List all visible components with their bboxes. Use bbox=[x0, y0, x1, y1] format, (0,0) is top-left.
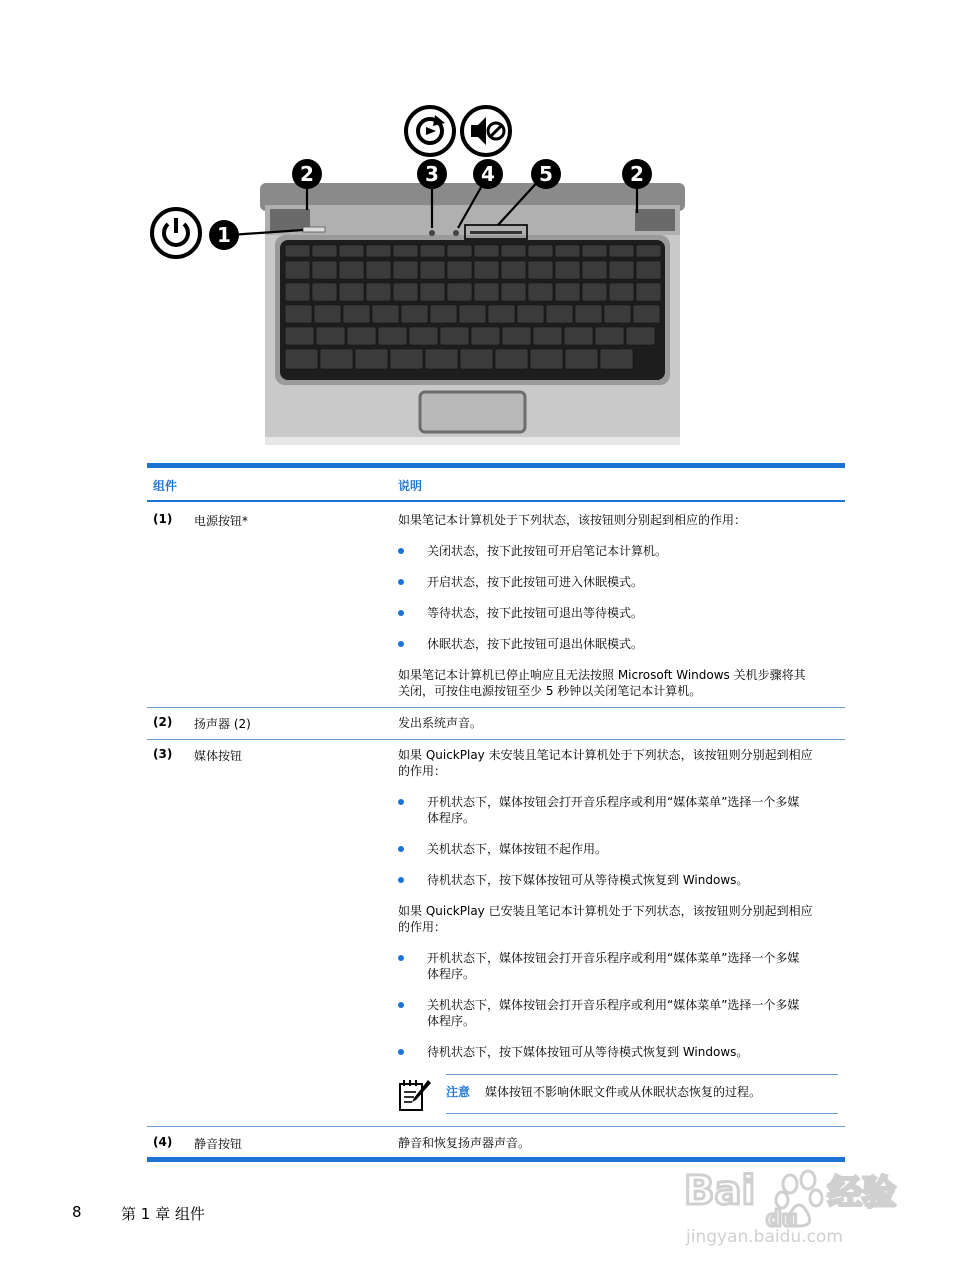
bullet-item: 开启状态，按下此按钮可进入休眠模式。 bbox=[398, 574, 838, 590]
keyboard-key bbox=[390, 349, 423, 369]
keyboard-key bbox=[314, 305, 341, 323]
keyboard-key bbox=[339, 245, 364, 257]
keyboard-key bbox=[530, 349, 563, 369]
row-number: (1) bbox=[153, 512, 173, 526]
bullet-item: 等待状态，按下此按钮可退出等待模式。 bbox=[398, 605, 838, 621]
keyboard-key bbox=[420, 245, 445, 257]
desc-text: 发出系统声音。 bbox=[398, 716, 483, 730]
touchpad bbox=[420, 392, 525, 432]
keyboard-key bbox=[582, 245, 607, 257]
keyboard-key bbox=[609, 283, 634, 301]
keyboard-key bbox=[378, 327, 407, 345]
power-icon bbox=[152, 209, 200, 257]
keyboard-key bbox=[474, 283, 499, 301]
desc-outro-line1: 如果笔记本计算机已停止响应且无法按照 Microsoft Windows 关机步骤将其 bbox=[398, 668, 806, 682]
keyboard-key bbox=[633, 305, 660, 323]
speaker-right bbox=[635, 209, 675, 231]
desc-text: 静音和恢复扬声器声音。 bbox=[398, 1136, 531, 1150]
header-description: 说明 bbox=[398, 479, 423, 493]
mute-button bbox=[453, 230, 459, 236]
header-component: 组件 bbox=[153, 479, 178, 493]
desc-intro-line2: 的作用： bbox=[398, 764, 447, 778]
row-number: (2) bbox=[153, 715, 173, 729]
row-component-name: 电源按钮* bbox=[194, 514, 249, 528]
keyboard-key bbox=[440, 327, 469, 345]
keyboard-key bbox=[366, 261, 391, 279]
svg-text:Bai: Bai bbox=[684, 1168, 756, 1214]
keyboard-key bbox=[501, 261, 526, 279]
desc-intro: 如果笔记本计算机处于下列状态，该按钮则分别起到相应的作用： bbox=[398, 513, 747, 527]
keyboard-key bbox=[459, 305, 486, 323]
keyboard-key bbox=[393, 261, 418, 279]
bullet-item: 关机状态下，媒体按钮不起作用。 bbox=[398, 841, 838, 857]
bullet-item: 关闭状态，按下此按钮可开启笔记本计算机。 bbox=[398, 543, 838, 559]
row-description bbox=[398, 1135, 838, 1151]
row-component-name: 媒体按钮 bbox=[194, 749, 243, 763]
media-button bbox=[429, 230, 435, 236]
callout-badge-1 bbox=[209, 220, 239, 250]
svg-text:du: du bbox=[766, 1207, 798, 1232]
keyboard-key bbox=[312, 245, 337, 257]
keyboard-key bbox=[312, 283, 337, 301]
keyboard-key bbox=[447, 245, 472, 257]
svg-text:3: 3 bbox=[425, 162, 439, 186]
svg-text:5: 5 bbox=[539, 162, 553, 186]
keyboard-key bbox=[393, 245, 418, 257]
chapter-title: 第 1 章 组件 bbox=[121, 1205, 205, 1223]
component-table bbox=[147, 463, 845, 1162]
power-button bbox=[303, 227, 325, 232]
keyboard-key bbox=[471, 327, 500, 345]
keyboard-key bbox=[495, 349, 528, 369]
row-number: (3) bbox=[153, 747, 173, 761]
keyboard-key bbox=[636, 245, 661, 257]
keyboard-key bbox=[609, 261, 634, 279]
bullet-item: 开机状态下，媒体按钮会打开音乐程序或利用“媒体菜单”选择一个多媒 体程序。 bbox=[398, 794, 838, 826]
row-description bbox=[398, 512, 838, 699]
keyboard-key bbox=[555, 245, 580, 257]
callout-badge-2-right bbox=[622, 159, 652, 189]
keyboard-key bbox=[316, 327, 345, 345]
keyboard-key bbox=[347, 327, 376, 345]
keyboard-key bbox=[501, 245, 526, 257]
keyboard-key bbox=[285, 349, 318, 369]
keyboard-key bbox=[474, 261, 499, 279]
keyboard-key bbox=[425, 349, 458, 369]
keyboard-key bbox=[366, 283, 391, 301]
keyboard-key bbox=[285, 305, 312, 323]
table-row-mute bbox=[147, 1127, 845, 1157]
bullet-item: 关机状态下，媒体按钮会打开音乐程序或利用“媒体菜单”选择一个多媒 体程序。 bbox=[398, 997, 838, 1029]
svg-text:经验: 经验 bbox=[828, 1173, 896, 1213]
keyboard-key bbox=[600, 349, 633, 369]
table-header-row bbox=[147, 468, 845, 502]
keyboard-key bbox=[409, 327, 438, 345]
keyboard-key bbox=[528, 245, 553, 257]
baidu-watermark bbox=[682, 1160, 904, 1250]
callout-badge-3 bbox=[417, 159, 447, 189]
keyboard-key bbox=[339, 261, 364, 279]
keyboard-key bbox=[393, 283, 418, 301]
keyboard-key bbox=[372, 305, 399, 323]
keyboard-key bbox=[366, 245, 391, 257]
keyboard-key bbox=[582, 283, 607, 301]
laptop-illustration bbox=[140, 95, 700, 445]
svg-text:4: 4 bbox=[481, 162, 495, 186]
note-label: 注意 bbox=[446, 1085, 471, 1099]
bullet-item: 待机状态下，按下媒体按钮可从等待模式恢复到 Windows。 bbox=[398, 872, 838, 888]
keyboard-key bbox=[285, 261, 310, 279]
note-box bbox=[398, 1074, 838, 1118]
keyboard-key bbox=[501, 283, 526, 301]
keyboard-key bbox=[343, 305, 370, 323]
keyboard-key bbox=[564, 327, 593, 345]
page-number: 8 bbox=[72, 1203, 82, 1221]
keyboard-key bbox=[595, 327, 624, 345]
keyboard-key bbox=[502, 327, 531, 345]
keyboard-key bbox=[420, 283, 445, 301]
keyboard-key bbox=[420, 261, 445, 279]
keyboard-key bbox=[401, 305, 428, 323]
keyboard-key bbox=[447, 283, 472, 301]
keyboard-key bbox=[460, 349, 493, 369]
quickplay-icon bbox=[406, 107, 454, 155]
desc-intro2-line1: 如果 QuickPlay 已安装且笔记本计算机处于下列状态，该按钮则分别起到相应 bbox=[398, 904, 813, 918]
keyboard-key bbox=[430, 305, 457, 323]
callout-badge-5 bbox=[531, 159, 561, 189]
bullet-item: 休眠状态，按下此按钮可退出休眠模式。 bbox=[398, 636, 838, 652]
keyboard-key bbox=[626, 327, 655, 345]
table-row-media bbox=[147, 740, 845, 1127]
keyboard-key bbox=[285, 327, 314, 345]
keyboard-key bbox=[447, 261, 472, 279]
keyboard-key bbox=[546, 305, 573, 323]
keyboard-key bbox=[355, 349, 388, 369]
keyboard-key bbox=[582, 261, 607, 279]
keyboard-key bbox=[339, 283, 364, 301]
keyboard-key bbox=[474, 245, 499, 257]
desc-intro2-line2: 的作用： bbox=[398, 920, 447, 934]
row-component-name: 静音按钮 bbox=[194, 1137, 243, 1151]
bullet-item: 开机状态下，媒体按钮会打开音乐程序或利用“媒体菜单”选择一个多媒 体程序。 bbox=[398, 950, 838, 982]
table-row-speakers bbox=[147, 708, 845, 740]
mute-speaker-icon bbox=[462, 107, 510, 155]
baidu-logo bbox=[682, 1160, 904, 1250]
keyboard-key bbox=[533, 327, 562, 345]
bullet-item: 待机状态下，按下媒体按钮可从等待模式恢复到 Windows。 bbox=[398, 1044, 838, 1060]
svg-text:2: 2 bbox=[300, 162, 314, 186]
row-component-name: 扬声器 (2) bbox=[194, 717, 251, 731]
svg-text:2: 2 bbox=[630, 162, 644, 186]
note-pencil-icon bbox=[398, 1078, 432, 1112]
desc-outro-line2: 关闭，可按住电源按钮至少 5 秒钟以关闭笔记本计算机。 bbox=[398, 684, 702, 698]
keyboard-key bbox=[604, 305, 631, 323]
keyboard-key bbox=[565, 349, 598, 369]
table-row-power bbox=[147, 502, 845, 708]
keyboard-key bbox=[555, 261, 580, 279]
keyboard-key bbox=[636, 283, 661, 301]
keyboard-key bbox=[320, 349, 353, 369]
desc-intro-line1: 如果 QuickPlay 未安装且笔记本计算机处于下列状态，该按钮则分别起到相应 bbox=[398, 748, 813, 762]
svg-text:1: 1 bbox=[217, 223, 231, 247]
row-number: (4) bbox=[153, 1135, 173, 1149]
keyboard-key bbox=[636, 261, 661, 279]
keyboard-key bbox=[528, 261, 553, 279]
svg-text:jingyan.baidu.com: jingyan.baidu.com bbox=[686, 1227, 843, 1247]
note-text: 媒体按钮不影响休眠文件或从休眠状态恢复的过程。 bbox=[485, 1085, 762, 1099]
keyboard-key bbox=[488, 305, 515, 323]
keyboard-key bbox=[285, 283, 310, 301]
keyboard-key bbox=[575, 305, 602, 323]
callout-badge-2-left bbox=[292, 159, 322, 189]
keyboard-key bbox=[285, 245, 310, 257]
speaker-strip bbox=[265, 205, 680, 235]
callout-badge-4 bbox=[473, 159, 503, 189]
row-description bbox=[398, 747, 838, 1118]
row-description bbox=[398, 715, 838, 731]
keyboard-key bbox=[609, 245, 634, 257]
laptop-keyboard-figure bbox=[140, 95, 700, 445]
keyboard-key bbox=[517, 305, 544, 323]
keyboard-key bbox=[555, 283, 580, 301]
keyboard-key bbox=[312, 261, 337, 279]
keyboard-key bbox=[528, 283, 553, 301]
